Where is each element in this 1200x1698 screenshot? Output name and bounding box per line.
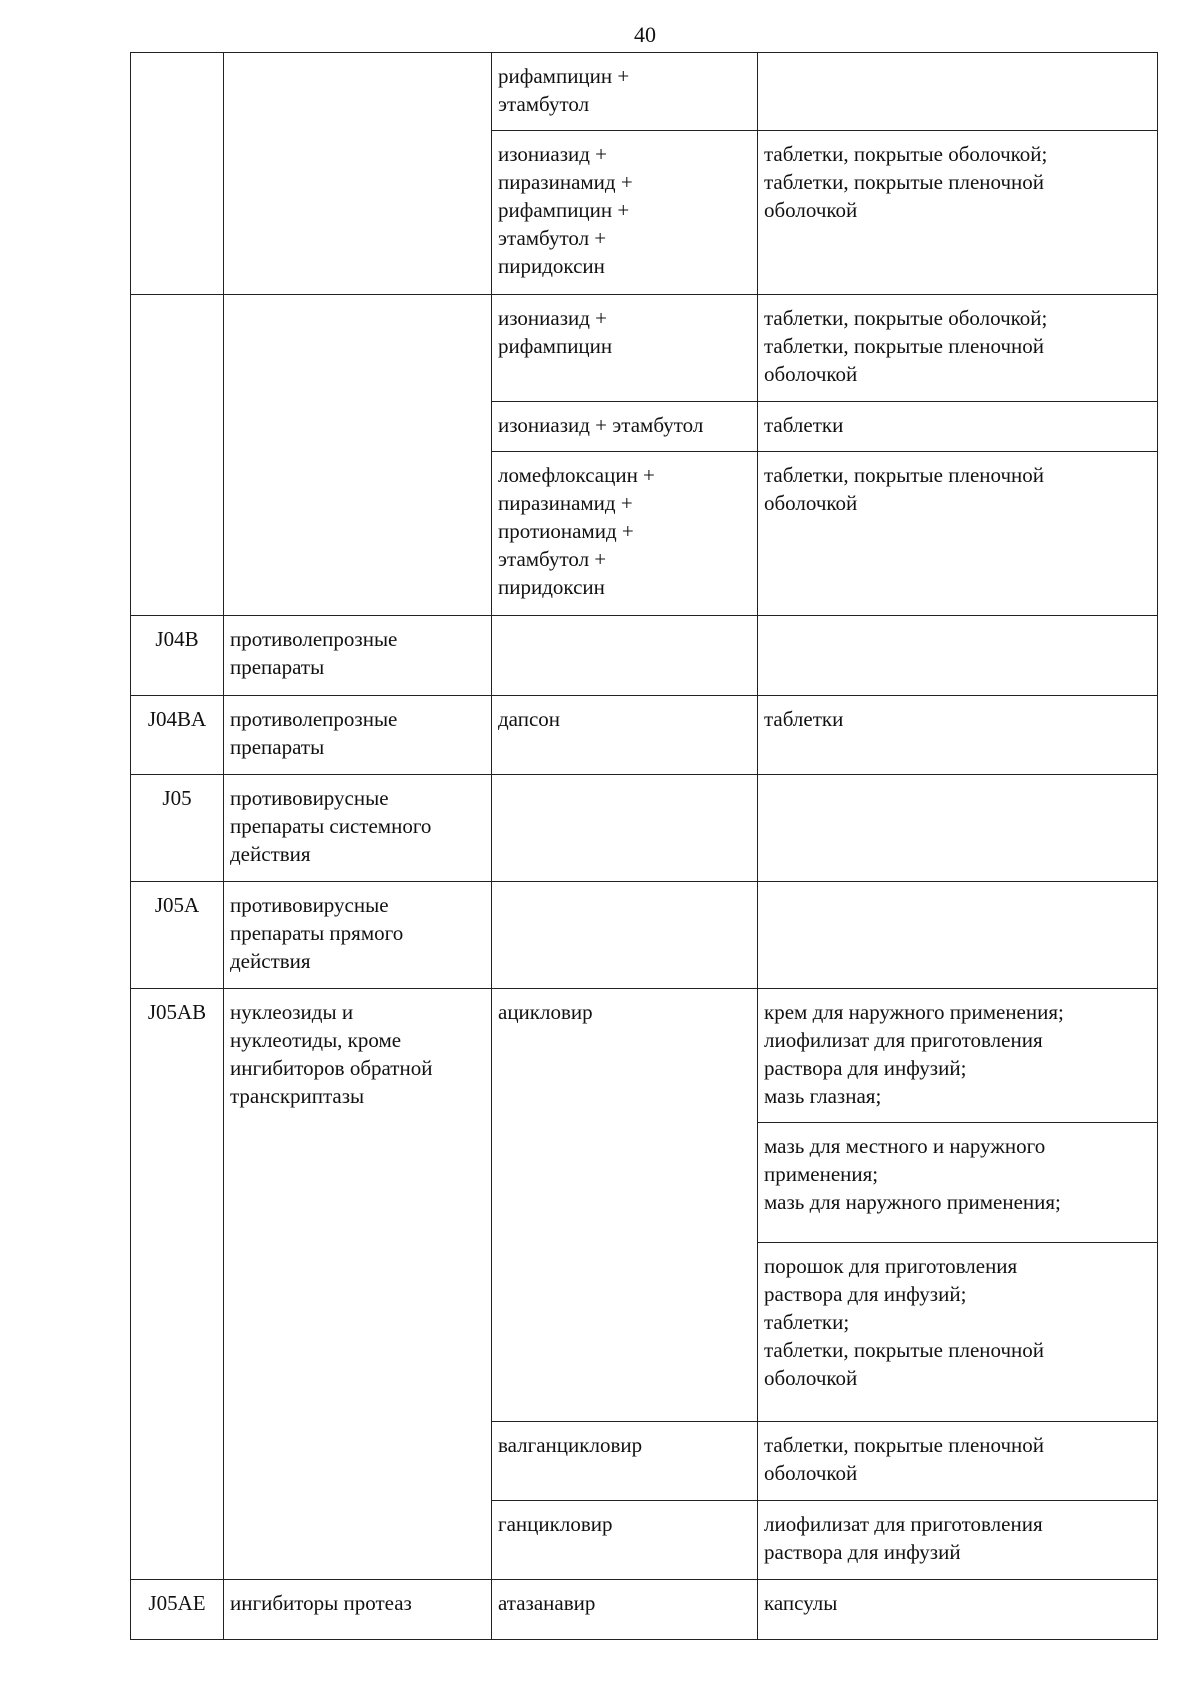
table-row [131, 775, 1158, 882]
form-cell [758, 1243, 1158, 1422]
form-line: таблетки, покрытые пленочной [764, 463, 1045, 487]
drug-table [130, 52, 1158, 1640]
drug-line: этамбутол + [498, 547, 607, 571]
group-cell [224, 616, 492, 696]
drug-line: рифампицин [498, 334, 613, 358]
drug-cell [492, 452, 758, 616]
group-cell [224, 295, 492, 616]
form-line: порошок для приготовления [764, 1254, 1018, 1278]
group-line: препараты прямого [230, 921, 404, 945]
form-line: мазь для наружного применения; [764, 1190, 1061, 1214]
form-line: таблетки, покрытые пленочной [764, 334, 1045, 358]
form-cell [758, 775, 1158, 882]
group-line: препараты [230, 735, 325, 759]
form-line: капсулы [764, 1591, 838, 1615]
group-cell [224, 53, 492, 295]
form-line: оболочкой [764, 491, 858, 515]
table-row [131, 696, 1158, 775]
drug-line: этамбутол [498, 92, 590, 116]
form-line: оболочкой [764, 198, 858, 222]
drug-line: рифампицин + [498, 198, 630, 222]
form-line: мазь глазная; [764, 1084, 882, 1108]
form-cell [758, 989, 1158, 1123]
drug-cell [492, 295, 758, 402]
table-row [131, 882, 1158, 989]
group-line: действия [230, 842, 311, 866]
form-line: таблетки, покрытые оболочкой; [764, 142, 1048, 166]
drug-line: атазанавир [498, 1591, 596, 1615]
form-line: таблетки, покрытые пленочной [764, 1338, 1045, 1362]
group-cell [224, 1580, 492, 1640]
form-cell [758, 131, 1158, 295]
drug-line: дапсон [498, 707, 561, 731]
group-line: ингибиторов обратной [230, 1056, 433, 1080]
form-line: таблетки, покрытые пленочной [764, 1433, 1045, 1457]
code-cell: J05AB [131, 989, 224, 1580]
drug-line: ломефлоксацин + [498, 463, 655, 487]
drug-line: изониазид + этамбутол [498, 413, 704, 437]
table-row [131, 53, 1158, 131]
form-line: лиофилизат для приготовления [764, 1028, 1043, 1052]
form-line: таблетки, покрытые оболочкой; [764, 306, 1048, 330]
form-cell [758, 882, 1158, 989]
drug-cell [492, 1580, 758, 1640]
form-line: оболочкой [764, 1461, 858, 1485]
drug-cell [492, 1422, 758, 1501]
drug-cell [492, 53, 758, 131]
code-cell: J05AE [131, 1580, 224, 1640]
form-line: таблетки, покрытые пленочной [764, 170, 1045, 194]
form-cell [758, 452, 1158, 616]
form-line: раствора для инфузий; [764, 1282, 967, 1306]
form-cell [758, 1501, 1158, 1580]
group-line: нуклеозиды и [230, 1000, 354, 1024]
form-cell [758, 1123, 1158, 1243]
form-cell [758, 616, 1158, 696]
form-line: лиофилизат для приготовления [764, 1512, 1043, 1536]
drug-cell [492, 402, 758, 452]
form-cell [758, 696, 1158, 775]
drug-line: пиридоксин [498, 254, 605, 278]
group-line: противолепрозные [230, 707, 398, 731]
code-cell: J04BA [131, 696, 224, 775]
form-cell [758, 402, 1158, 452]
form-line: таблетки; [764, 1310, 850, 1334]
code-cell [131, 295, 224, 616]
drug-cell [492, 882, 758, 989]
form-line: таблетки [764, 707, 844, 731]
group-line: препараты системного [230, 814, 432, 838]
form-line: раствора для инфузий [764, 1540, 961, 1564]
group-cell [224, 775, 492, 882]
drug-line: изониазид + [498, 306, 608, 330]
drug-cell [492, 131, 758, 295]
form-line: таблетки [764, 413, 844, 437]
form-cell [758, 53, 1158, 131]
page-number: 40 [634, 22, 656, 47]
drug-line: изониазид + [498, 142, 608, 166]
drug-cell [492, 989, 758, 1422]
code-cell: J04B [131, 616, 224, 696]
code-cell: J05A [131, 882, 224, 989]
group-line: ингибиторы протеаз [230, 1591, 412, 1615]
drug-cell [492, 775, 758, 882]
group-cell [224, 989, 492, 1580]
group-line: препараты [230, 655, 325, 679]
form-line: оболочкой [764, 1366, 858, 1390]
drug-line: пиразинамид + [498, 170, 633, 194]
code-cell [131, 53, 224, 295]
group-line: нуклеотиды, кроме [230, 1028, 402, 1052]
drug-line: валганцикловир [498, 1433, 643, 1457]
drug-cell [492, 696, 758, 775]
table-row [131, 295, 1158, 402]
code-cell: J05 [131, 775, 224, 882]
group-line: противовирусные [230, 893, 389, 917]
form-line: оболочкой [764, 362, 858, 386]
form-line: раствора для инфузий; [764, 1056, 967, 1080]
drug-line: ацикловир [498, 1000, 593, 1024]
form-line: мазь для местного и наружного [764, 1134, 1046, 1158]
drug-line: пиридоксин [498, 575, 605, 599]
group-line: действия [230, 949, 311, 973]
group-line: противовирусные [230, 786, 389, 810]
drug-line: этамбутол + [498, 226, 607, 250]
group-line: транскриптазы [230, 1084, 365, 1108]
group-line: противолепрозные [230, 627, 398, 651]
drug-line: протионамид + [498, 519, 634, 543]
drug-line: ганцикловир [498, 1512, 613, 1536]
form-cell [758, 1580, 1158, 1640]
table-row [131, 616, 1158, 696]
drug-cell [492, 1501, 758, 1580]
form-line: крем для наружного применения; [764, 1000, 1064, 1024]
form-cell [758, 1422, 1158, 1501]
group-cell [224, 696, 492, 775]
drug-line: пиразинамид + [498, 491, 633, 515]
form-line: применения; [764, 1162, 879, 1186]
drug-cell [492, 616, 758, 696]
table-row [131, 1580, 1158, 1640]
group-cell [224, 882, 492, 989]
form-cell [758, 295, 1158, 402]
drug-line: рифампицин + [498, 64, 630, 88]
table-row [131, 989, 1158, 1123]
